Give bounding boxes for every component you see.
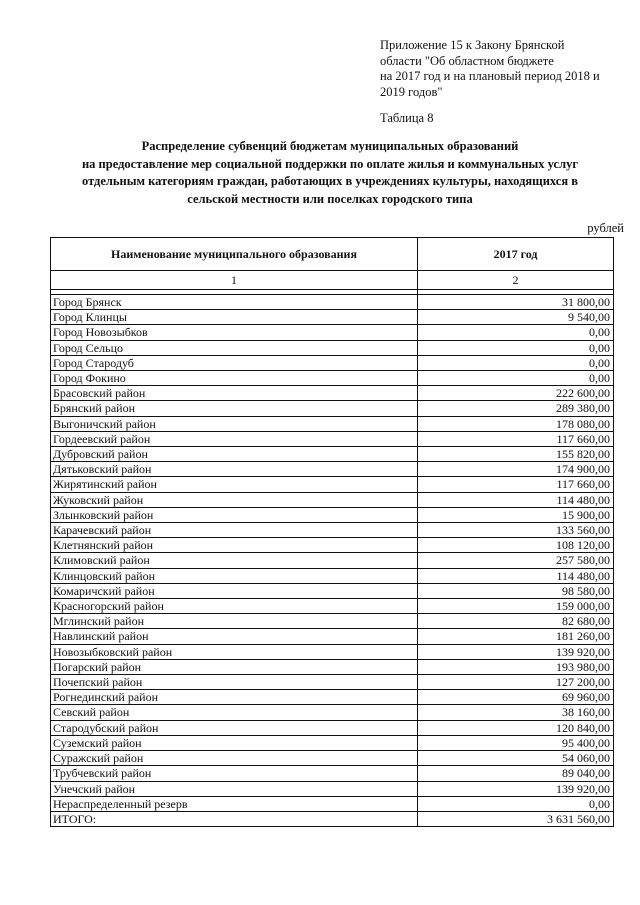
row-value-cell: 0,00 (418, 371, 614, 386)
row-value-cell: 174 900,00 (418, 462, 614, 477)
row-name-cell: Город Сельцо (51, 340, 418, 355)
table-row (51, 675, 614, 690)
title-line: на предоставление мер социальной поддержки по оплате жилья и коммунальных услуг (81, 156, 579, 171)
row-name-cell: Трубчевский район (51, 766, 418, 781)
row-name-cell: Почепский район (51, 675, 418, 690)
table-row (51, 735, 614, 750)
table-row (51, 523, 614, 538)
row-value-cell: 257 580,00 (418, 553, 614, 568)
row-name-cell: Город Брянск (51, 295, 418, 310)
table-row (51, 447, 614, 462)
row-name-cell: Жуковский район (51, 492, 418, 507)
row-value-cell: 120 840,00 (418, 720, 614, 735)
row-name-cell: Стародубский район (51, 720, 418, 735)
row-value-cell: 108 120,00 (418, 538, 614, 553)
row-name-cell: Карачевский район (51, 523, 418, 538)
table-row (51, 462, 614, 477)
table-row (51, 629, 614, 644)
table-row (51, 340, 614, 355)
table-row (51, 386, 614, 401)
row-value-cell: 139 920,00 (418, 781, 614, 796)
table-header-row (51, 238, 614, 271)
table-row (51, 614, 614, 629)
row-value-cell: 54 060,00 (418, 751, 614, 766)
row-name-cell: Выгоничский район (51, 416, 418, 431)
row-name-cell: Мглинский район (51, 614, 418, 629)
table-number: Таблица 8 (380, 111, 434, 125)
row-value-cell: 114 480,00 (418, 568, 614, 583)
title-line: сельской местности или поселках городского типа (187, 191, 473, 206)
row-value-cell: 98 580,00 (418, 583, 614, 598)
table-row (51, 355, 614, 370)
row-value-cell: 89 040,00 (418, 766, 614, 781)
row-name-cell: Клинцовский район (51, 568, 418, 583)
subvention-table (50, 237, 614, 827)
table-row (51, 416, 614, 431)
table-row (51, 431, 614, 446)
appendix-line: области "Об областном бюджете (380, 53, 554, 68)
table-row (51, 766, 614, 781)
row-name-cell: Погарский район (51, 659, 418, 674)
table-row (51, 553, 614, 568)
row-name-cell: Суражский район (51, 751, 418, 766)
row-value-cell: 0,00 (418, 355, 614, 370)
table-row (51, 811, 614, 826)
row-value-cell: 193 980,00 (418, 659, 614, 674)
row-name-cell: Город Клинцы (51, 310, 418, 325)
row-value-cell: 222 600,00 (418, 386, 614, 401)
table-row (51, 371, 614, 386)
row-value-cell: 133 560,00 (418, 523, 614, 538)
row-name-cell: Клетнянский район (51, 538, 418, 553)
row-name-cell: Навлинский район (51, 629, 418, 644)
table-row (51, 401, 614, 416)
units-label: рублей (587, 221, 624, 235)
row-value-cell: 139 920,00 (418, 644, 614, 659)
row-name-cell: Комаричский район (51, 583, 418, 598)
table-row (51, 325, 614, 340)
row-value-cell: 289 380,00 (418, 401, 614, 416)
table-row (51, 796, 614, 811)
row-name-cell: Нераспределенный резерв (51, 796, 418, 811)
row-name-cell: Дубровский район (51, 447, 418, 462)
table-row (51, 644, 614, 659)
table-row (51, 310, 614, 325)
row-value-cell: 114 480,00 (418, 492, 614, 507)
table-row (51, 538, 614, 553)
row-value-cell: 9 540,00 (418, 310, 614, 325)
row-name-cell: Дятьковский район (51, 462, 418, 477)
table-row (51, 720, 614, 735)
row-value-cell: 0,00 (418, 796, 614, 811)
column-number: 2 (418, 271, 614, 290)
table-row (51, 751, 614, 766)
row-value-cell: 155 820,00 (418, 447, 614, 462)
row-name-cell: Рогнединский район (51, 690, 418, 705)
row-value-cell: 178 080,00 (418, 416, 614, 431)
table-row (51, 583, 614, 598)
title-line: Распределение субвенций бюджетам муниципальных образований (141, 139, 519, 153)
row-name-cell: Суземский район (51, 735, 418, 750)
appendix-line: на 2017 год и на плановый период 2018 и (380, 69, 600, 83)
title-line: отдельным категориям граждан, работающих в учреждениях культуры, находящихся в (81, 174, 578, 188)
row-name-cell: Город Фокино (51, 371, 418, 386)
row-name-cell: Брасовский район (51, 386, 418, 401)
appendix-line: 2019 годов" (380, 84, 443, 99)
row-name-cell: Город Новозыбков (51, 325, 418, 340)
column-number: 1 (51, 271, 418, 290)
column-number-row (51, 271, 614, 290)
row-value-cell: 127 200,00 (418, 675, 614, 690)
row-name-cell: Брянский район (51, 401, 418, 416)
row-name-cell: Злынковский район (51, 507, 418, 522)
table-row (51, 568, 614, 583)
row-value-cell: 0,00 (418, 340, 614, 355)
row-value-cell: 0,00 (418, 325, 614, 340)
table-row (51, 507, 614, 522)
document-title (40, 138, 620, 208)
row-value-cell: 117 660,00 (418, 431, 614, 446)
table-row (51, 705, 614, 720)
row-name-cell: Город Стародуб (51, 355, 418, 370)
row-value-cell: 3 631 560,00 (418, 811, 614, 826)
table-row (51, 659, 614, 674)
row-name-cell: Жирятинский район (51, 477, 418, 492)
row-name-cell: Севский район (51, 705, 418, 720)
table-row (51, 599, 614, 614)
row-value-cell: 82 680,00 (418, 614, 614, 629)
column-header-name: Наименование муниципального образования (51, 238, 418, 271)
table-row (51, 781, 614, 796)
row-value-cell: 95 400,00 (418, 735, 614, 750)
table-row (51, 690, 614, 705)
row-value-cell: 69 960,00 (418, 690, 614, 705)
row-value-cell: 38 160,00 (418, 705, 614, 720)
column-header-year: 2017 год (418, 238, 614, 271)
row-name-cell: Гордеевский район (51, 431, 418, 446)
row-name-cell: Новозыбковский район (51, 644, 418, 659)
row-name-cell: Красногорский район (51, 599, 418, 614)
row-value-cell: 31 800,00 (418, 295, 614, 310)
row-value-cell: 181 260,00 (418, 629, 614, 644)
appendix-note (380, 38, 625, 100)
row-value-cell: 159 000,00 (418, 599, 614, 614)
table-row (51, 492, 614, 507)
row-name-cell: Унечский район (51, 781, 418, 796)
row-value-cell: 15 900,00 (418, 507, 614, 522)
table-row (51, 295, 614, 310)
row-value-cell: 117 660,00 (418, 477, 614, 492)
appendix-line: Приложение 15 к Закону Брянской (380, 38, 565, 52)
table-row (51, 477, 614, 492)
row-name-cell: ИТОГО: (51, 811, 418, 826)
row-name-cell: Климовский район (51, 553, 418, 568)
